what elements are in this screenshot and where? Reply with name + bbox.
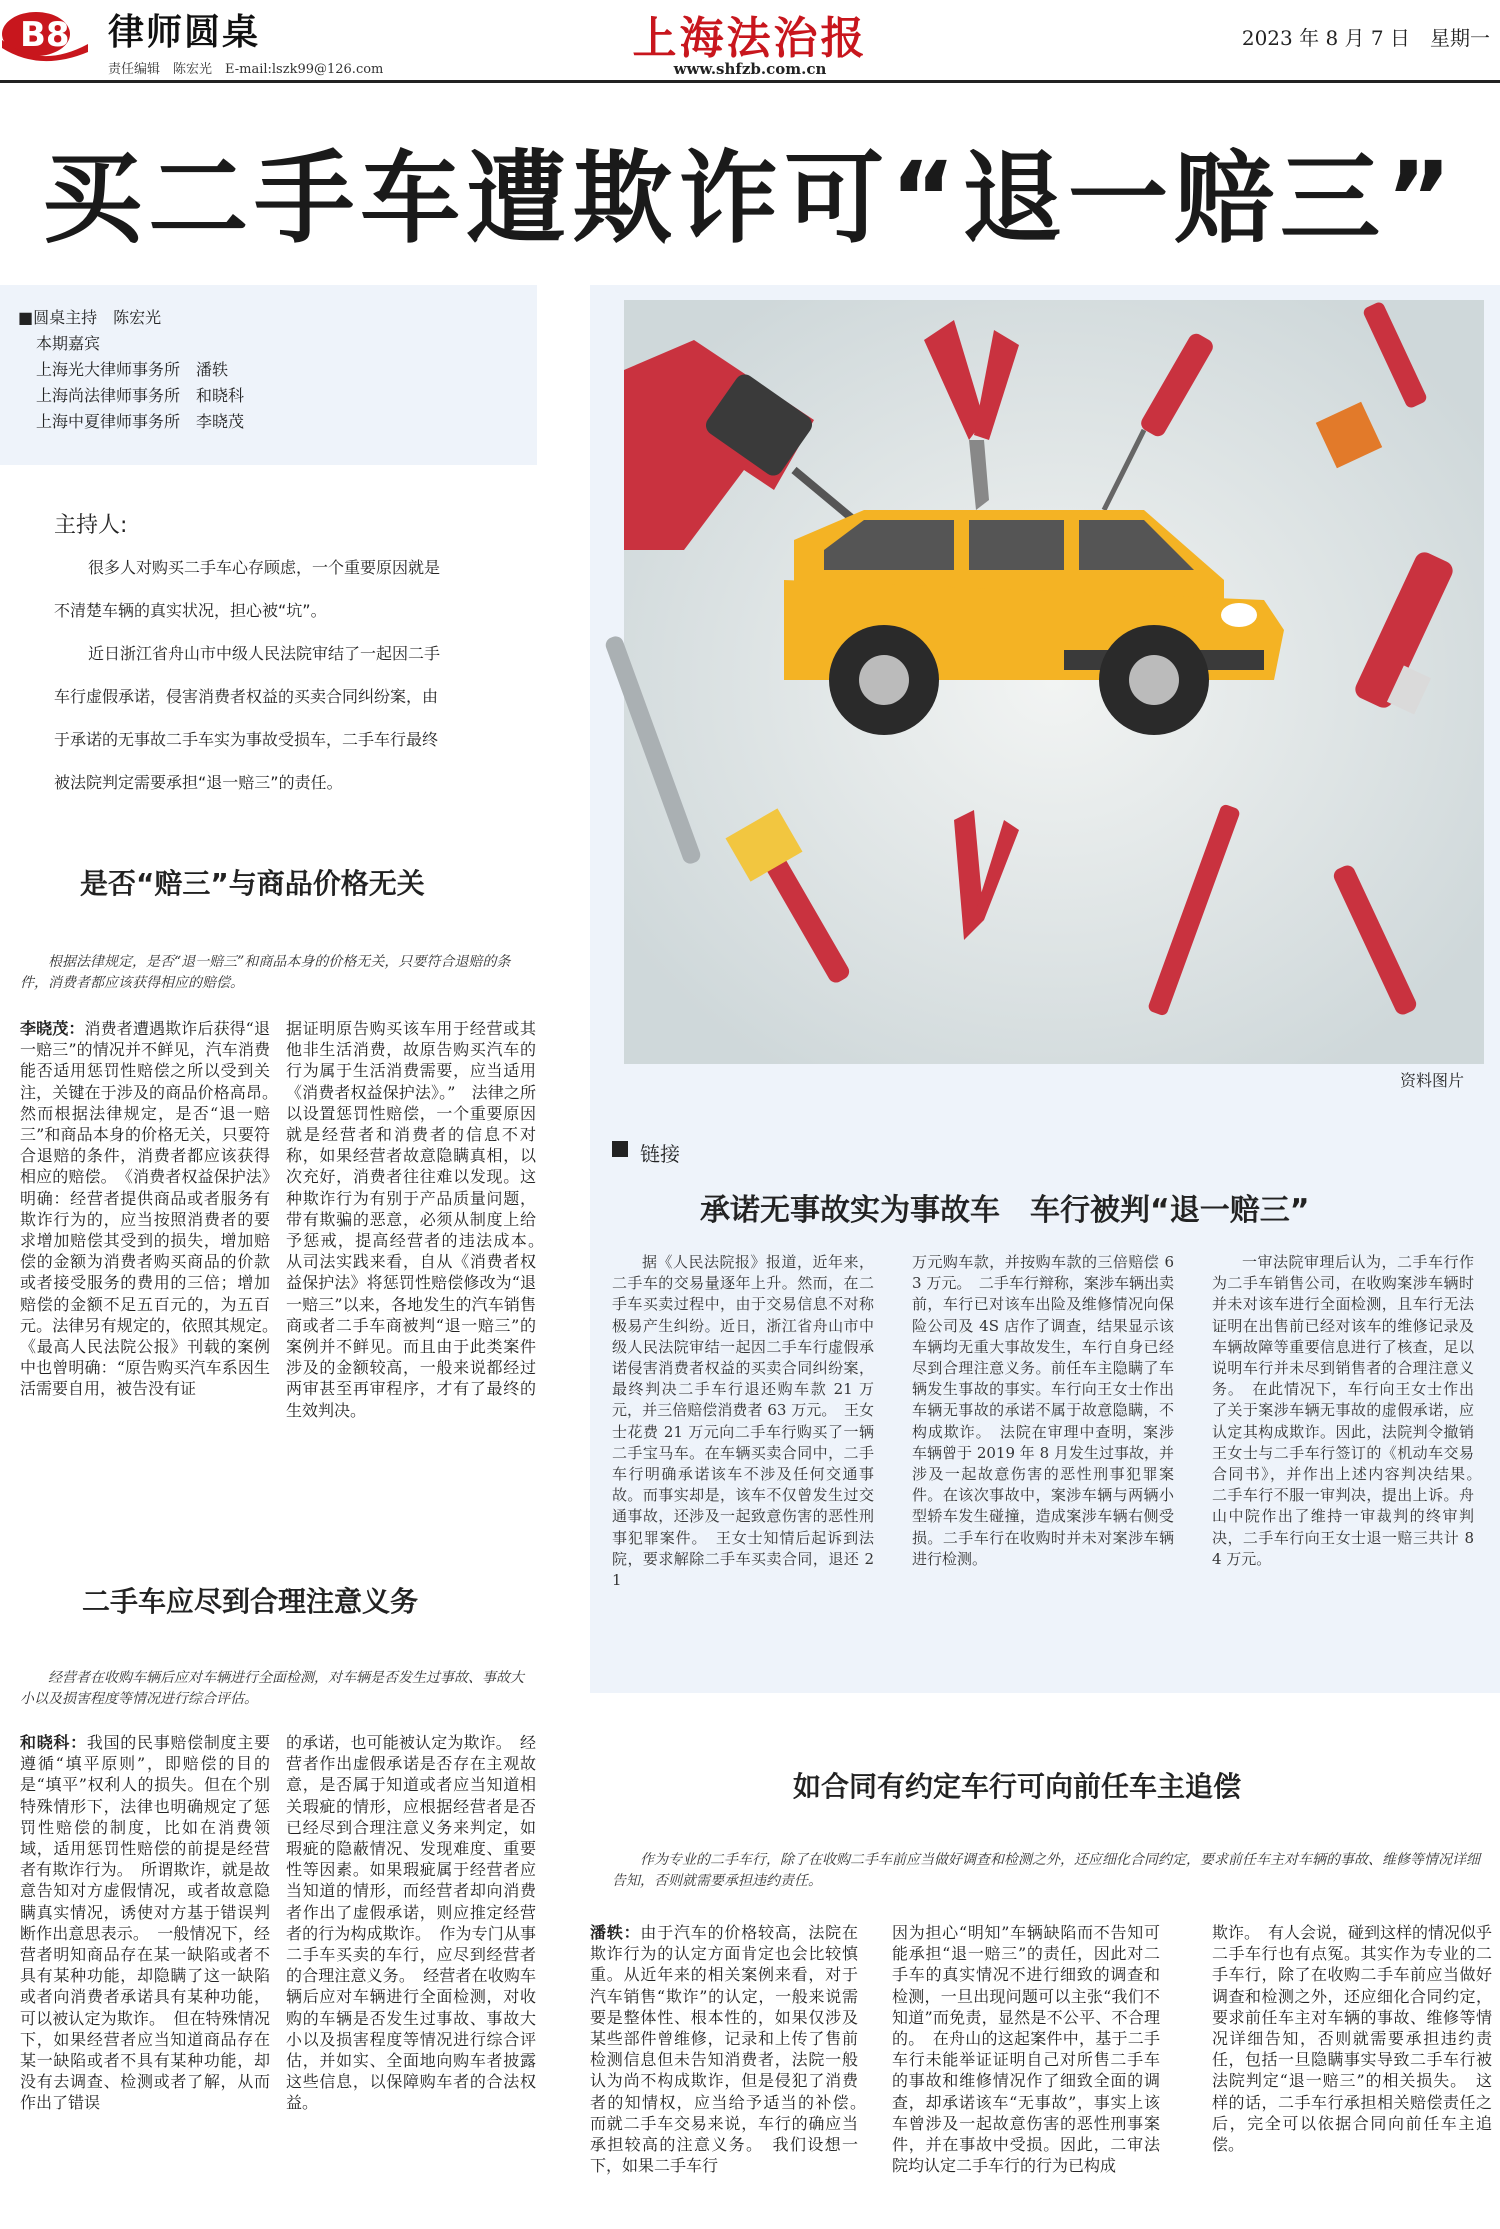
image-credit: 资料图片 xyxy=(1400,1071,1465,1090)
article-column xyxy=(1212,1922,1492,2224)
intro-line: 被法院判定需要承担“退一赔三”的责任。 xyxy=(54,773,343,792)
host-line: ■圆桌主持 陈宏光 xyxy=(18,308,162,327)
article-column xyxy=(286,1018,553,1508)
article-column xyxy=(590,1922,875,2224)
article-column xyxy=(912,1252,1174,1672)
illustration xyxy=(624,300,1484,1064)
column-text: 我国的民事赔偿制度主要遵循“填平原则”，即赔偿的目的是“填平”权利人的损失。但在个别特殊情形下，法律也明确规定了惩罚性赔偿的制度，比如在消费领域，适用惩罚性赔偿的前提是经营者有欺诈行为。 所谓欺诈，就是故意告知对方虚假情况，或者故意隐瞒真实情况，诱使对方基于错误判断作出意思表示。 一般情况下，经营者明知商品存在某一缺陷或者不具有某种功能，却隐瞒了这一缺陷或者向消费者承诺具有某种功能，可以被认定为欺诈。 但在特殊情况下，如果经营者应当知道商品存在某一缺陷或者不具有某种功能，却没有去调查、检测或者了解，从而作出了错误 xyxy=(20,1733,270,2113)
column-text: 欺诈。 有人会说，碰到这样的情况似乎二手车行也有点冤。其实作为专业的二手车行，除了在收购二手车前应当做好调查和检测之外，还应细化合同约定，要求前任车主对车辆的事故、维修等情况详细告知，否则就需要承担违约责任，包括一旦隐瞒事实导致二手车行被法院判定“退一赔三”的相关损失。 这样的话，二手车行承担相关赔偿责任之后，完全可以依据合同向前任车主追偿。 xyxy=(1212,1923,1493,2155)
section-heading: 二手车应尽到合理注意义务 xyxy=(82,1585,419,1618)
article-column xyxy=(20,1018,287,1508)
intro-line: 于承诺的无事故二手车实为事故受损车，二手车行最终 xyxy=(54,730,439,749)
article-column xyxy=(1212,1252,1490,1672)
header-divider xyxy=(0,80,1500,83)
host-panel xyxy=(0,285,537,465)
article-column xyxy=(612,1252,874,1672)
page-headline: 买二手车遭欺诈可“退一赔三” xyxy=(42,140,1458,257)
article-column xyxy=(20,1732,270,2224)
column-text: 因为担心“明知”车辆缺陷而不告知可能承担“退一赔三”的责任，因此对二手车的真实情况不进行细致的调查和检测，一旦出现问题可以主张“我们不知道”而免责，显然是不公平、不合理的。 在舟山的这起案件中，基于二手车行未能举证证明自己对所售二手车的事故和维修情况作了细致全面的调查，却承诺该车“无事故”，事实上该车曾涉及一起故意伤害的恶性刑事案件，并在事故中受损。因此，二审法院均认定二手车行的行为已构成 xyxy=(892,1923,1160,2176)
intro-line: 不清楚车辆的真实状况，担心被“坑”。 xyxy=(54,601,327,620)
column-text: 万元购车款，并按购车款的三倍赔偿 63 万元。 二手车行辩称，案涉车辆出卖前，车行已对该车出险及维修情况向保险公司及 4S 店作了调查，结果显示该车辆均无重大事故发生，车行自身已经尽到合理注意义务。前任车主隐瞒了车辆发生事故的事实。车行向王女士作出车辆无事故的承诺不属于故意隐瞒，不构成欺诈。 法院在审理中查明，案涉车辆曾于 2019 年 8 月发生过事故，并涉及一起故意伤害的恶性刑事犯罪案件。在该次事故中，案涉车辆与两辆小型轿车发生碰撞，造成案涉车辆右侧受损。二手车行在收购时并未对案涉车辆进行检测。 xyxy=(912,1253,1174,1568)
column-text: 消费者遭遇欺诈后获得“退一赔三”的情况并不鲜见，汽车消费能否适用惩罚性赔偿之所以受到关注，关键在于涉及的商品价格高昂。 然而根据法律规定，是否“退一赔三”和商品本身的价格无关，只要符合退赔的条件，消费者都应该获得相应的赔偿。 《消费者权益保护法》明确：经营者提供商品或者服务有欺诈行为的，应当按照消费者的要求增加赔偿其受到的损失，增加赔偿的金额为消费者购买商品的价款或者接受服务的费用的三倍；增加赔偿的金额不足五百元的，为五百元。法律另有规定的，依照其规定。 《最高人民法院公报》刊载的案例中也曾明确：“原告购买汽车系因生活需要自用，被告没有证 xyxy=(20,1019,287,1399)
column-text: 据《人民法院报》报道，近年来，二手车的交易量逐年上升。然而，在二手车买卖过程中，由于交易信息不对称极易产生纠纷。近日，浙江省舟山市中级人民法院审结一起因二手车行虚假承诺侵害消费者权益的买卖合同纠纷案，最终判决二手车行退还购车款 21 万元，并三倍赔偿消费者 63 万元。 王女士花费 21 万元向二手车行购买了一辆二手宝马车。在车辆买卖合同中，二手车行明确承诺该车不涉及任何交通事故。而事实却是，该车不仅曾发生过交通事故，还涉及一起致意伤害的恶性刑事犯罪案件。 王女士知情后起诉到法院，要求解除二手车买卖合同，退还 21 xyxy=(612,1253,874,1590)
article-column xyxy=(286,1732,536,2224)
page-badge-text: B8 xyxy=(20,15,70,55)
intro-line: 很多人对购买二手车心存顾虑，一个重要原因就是 xyxy=(88,558,441,577)
car-tools-illustration xyxy=(624,300,1484,1064)
section-heading: 是否“赔三”与商品价格无关 xyxy=(80,867,425,900)
editor-line: 责任编辑 陈宏光 E-mail:lszk99@126.com xyxy=(108,62,384,77)
section-heading: 如合同有约定车行可向前任车主追偿 xyxy=(793,1770,1242,1803)
speaker-name: 和晓科： xyxy=(20,1733,87,1752)
newspaper-logo: 上海法治报 xyxy=(632,13,868,64)
intro-line: 车行虚假承诺，侵害消费者权益的买卖合同纠纷案，由 xyxy=(54,687,439,706)
section-name: 律师圆桌 xyxy=(108,12,261,53)
link-marker-icon xyxy=(612,1141,628,1157)
section-lead: 经营者在收购车辆后应对车辆进行全面检测，对车辆是否发生过事故、事故大小以及损害程度等情况进行综合评估。 xyxy=(20,1670,524,1707)
link-heading: 承诺无事故实为事故车 车行被判“退一赔三” xyxy=(700,1193,1310,1228)
newspaper-url[interactable]: www.shfzb.com.cn xyxy=(673,60,827,78)
guest-line: 上海尚法律师事务所 和晓科 xyxy=(36,386,245,405)
speaker-name: 潘轶： xyxy=(590,1923,641,1942)
intro-line: 近日浙江省舟山市中级人民法院审结了一起因二手 xyxy=(88,644,441,663)
guest-line: 上海中夏律师事务所 李晓茂 xyxy=(36,412,245,431)
section-lead: 根据法律规定，是否“退一赔三”和商品本身的价格无关，只要符合退赔的条件，消费者都应该获得相应的赔偿。 xyxy=(20,954,511,991)
speaker-name: 李晓茂： xyxy=(20,1019,85,1038)
column-text: 据证明原告购买该车用于经营或其他非生活消费，故原告购买汽车的行为属于生活消费需要，应当适用《消费者权益保护法》。” 法律之所以设置惩罚性赔偿，一个重要原因就是经营者和消费者的信息不对称，如果经营者故意隐瞒真相，以次充好，消费者往往难以发现。这种欺诈行为有别于产品质量问题，带有欺骗的恶意，必须从制度上给予惩戒，提高经营者的违法成本。 从司法实践来看，自从《消费者权益保护法》将惩罚性赔偿修改为“退一赔三”以来，各地发生的汽车销售商或者二手车商被判“退一赔三”的案例并不鲜见。而且由于此类案件涉及的金额较高，一般来说都经过两审甚至再审程序，才有了最终的生效判决。 xyxy=(286,1019,553,1420)
article-column xyxy=(892,1922,1160,2224)
column-text: 的承诺，也可能被认定为欺诈。 经营者作出虚假承诺是否存在主观故意，是否属于知道或者应当知道相关瑕疵的情形，应根据经营者是否已经尽到合理注意义务来判定，如瑕疵的隐蔽情况、发现难度、重要性等因素。如果瑕疵属于经营者应当知道的情形，而经营者却向消费者作出了虚假承诺，则应推定经营者的行为构成欺诈。 作为专门从事二手车买卖的车行，应尽到经营者的合理注意义务。 经营者在收购车辆后应对车辆进行全面检测，对收购的车辆是否发生过事故、事故大小以及损害程度等情况进行综合评估，并如实、全面地向购车者披露这些信息，以保障购车者的合法权益。 xyxy=(286,1733,536,2113)
guest-line: 上海光大律师事务所 潘轶 xyxy=(36,360,229,379)
link-label: 链接 xyxy=(640,1142,680,1166)
host-label: 主持人: xyxy=(54,513,128,538)
column-text: 由于汽车的价格较高，法院在欺诈行为的认定方面肯定也会比较慎重。从近年来的相关案例来看，对于汽车销售“欺诈”的认定，一般来说需要是整体性、根本性的，如果仅涉及某些部件曾维修，记录和上传了售前检测信息但未告知消费者，法院一般认为尚不构成欺诈，但是侵犯了消费者的知情权，应当给予适当的补偿。 而就二手车交易来说，车行的确应当承担较高的注意义务。 我们设想一下，如果二手车行 xyxy=(590,1923,875,2176)
issue-date: 2023 年 8 月 7 日 星期一 xyxy=(1241,26,1490,50)
column-text: 一审法院审理后认为，二手车行作为二手车销售公司，在收购案涉车辆时并未对该车进行全面检测，且车行无法证明在出售前已经对该车的维修记录及车辆故障等重要信息进行了核查，足以说明车行并未尽到销售者的合理注意义务。 在此情况下，车行向王女士作出了关于案涉车辆无事故的虚假承诺，应认定其构成欺诈。因此，法院判令撤销王女士与二手车行签订的《机动车交易合同书》，并作出上述内容判决结果。 二手车行不服一审判决，提出上诉。舟山中院作出了维持一审裁判的终审判决，二手车行向王女士退一赔三共计 84 万元。 xyxy=(1212,1253,1490,1568)
guest-label: 本期嘉宾 xyxy=(36,334,101,353)
section-lead: 作为专业的二手车行，除了在收购二手车前应当做好调查和检测之外，还应细化合同约定，要求前任车主对车辆的事故、维修等情况详细告知，否则就需要承担违约责任。 xyxy=(612,1852,1480,1889)
